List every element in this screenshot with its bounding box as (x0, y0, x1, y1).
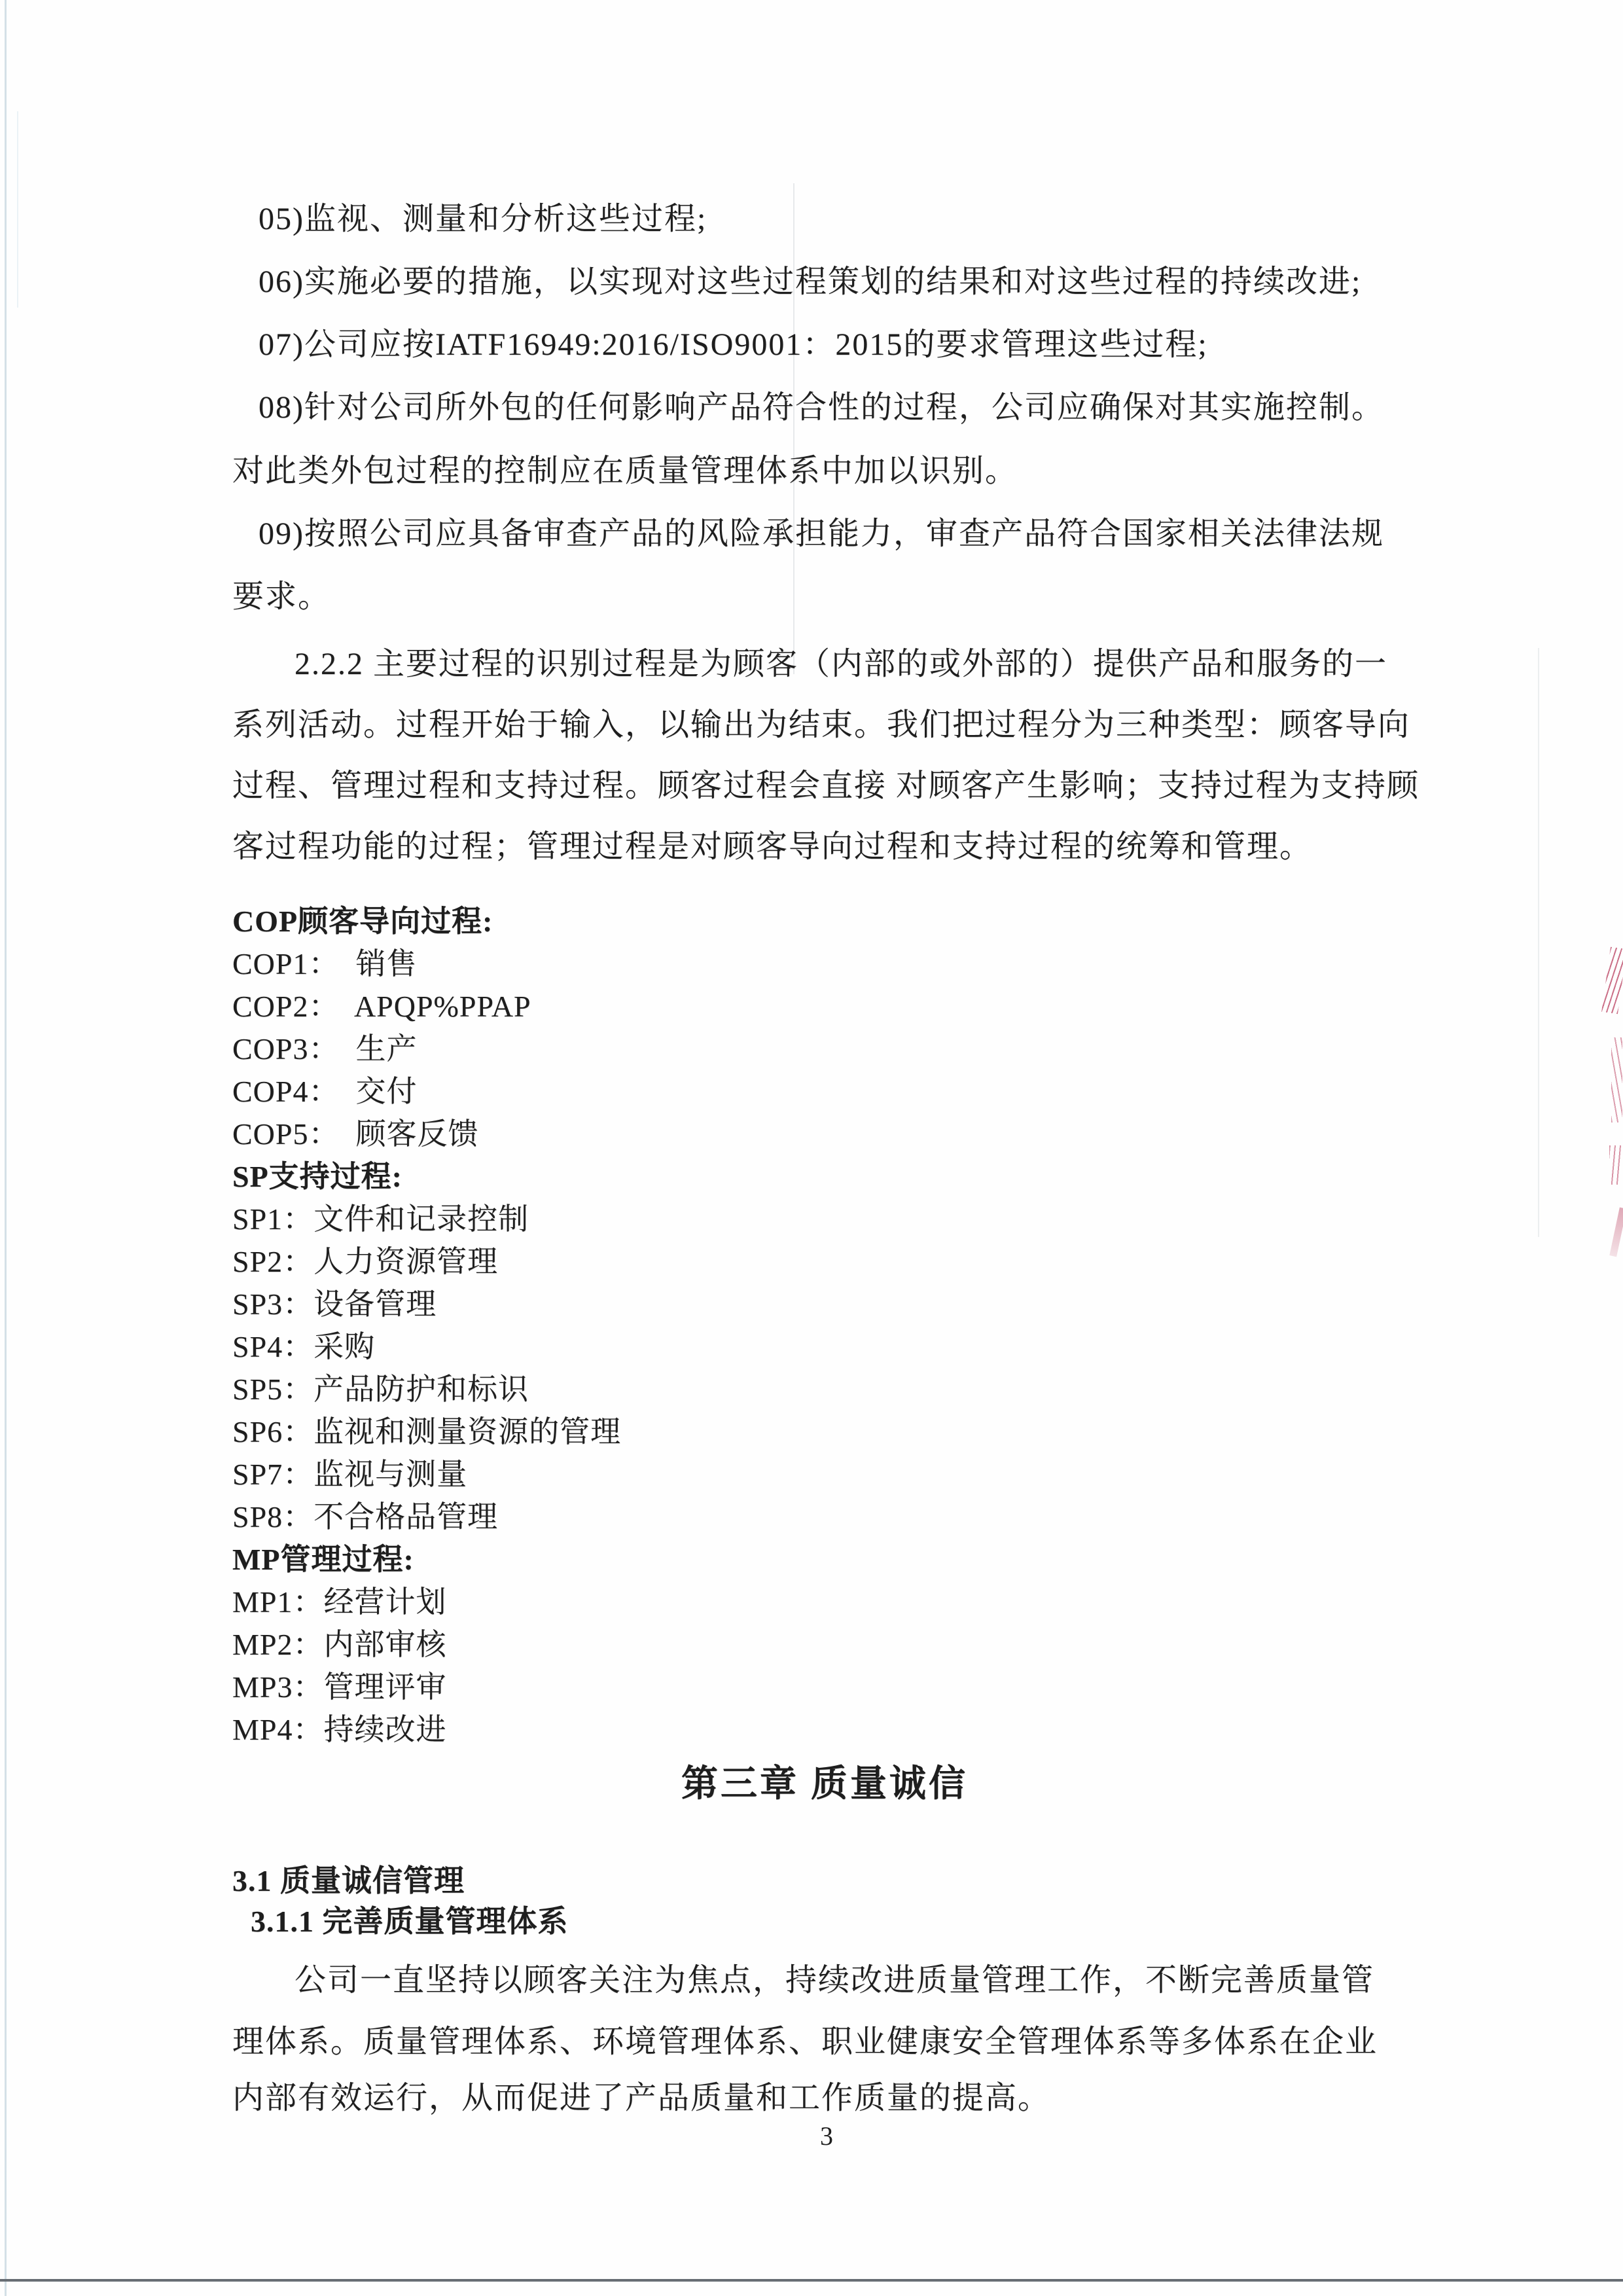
paragraph-line: 公司一直坚持以顾客关注为焦点，持续改进质量管理工作，不断完善质量管 (294, 1963, 1375, 1998)
paragraph-line: 07)公司应按IATF16949:2016/ISO9001：2015的要求管理这些过程; (259, 327, 1208, 362)
red-ink-mark (1611, 1037, 1622, 1122)
process-line: SP5：产品防护和标识 (232, 1372, 529, 1406)
process-line: MP2：内部审核 (232, 1628, 447, 1661)
process-line: SP1：文件和记录控制 (232, 1202, 529, 1236)
process-line: COP4： 交付 (232, 1075, 418, 1108)
scan-artifact-vline (793, 183, 794, 674)
process-group-header: SP支持过程: (232, 1160, 402, 1193)
red-ink-mark (1609, 1145, 1622, 1185)
red-ink-mark (1601, 947, 1623, 1014)
scan-artifact-vline (1538, 648, 1539, 1237)
scan-line-bottom (0, 2279, 1623, 2282)
process-line: MP4：持续改进 (232, 1713, 447, 1746)
paragraph-line: 06)实施必要的措施，以实现对这些过程策划的结果和对这些过程的持续改进; (259, 264, 1362, 299)
paragraph-line: 内部有效运行，从而促进了产品质量和工作质量的提高。 (232, 2081, 1051, 2115)
process-line: SP4：采购 (232, 1330, 376, 1363)
process-line: COP2： APQP%PPAP (232, 990, 531, 1023)
paragraph-line: 要求。 (232, 579, 331, 614)
process-line: SP7：监视与测量 (232, 1458, 468, 1491)
process-line: COP3： 生产 (232, 1032, 418, 1066)
process-line: SP3：设备管理 (232, 1287, 437, 1321)
paragraph-line: 09)按照公司应具备审查产品的风险承担能力，审查产品符合国家相关法律法规 (259, 516, 1384, 551)
paragraph-line: 2.2.2 主要过程的识别过程是为顾客（内部的或外部的）提供产品和服务的一 (294, 647, 1388, 681)
process-line: SP2：人力资源管理 (232, 1245, 499, 1278)
section-heading: 3.1 质量诚信管理 (232, 1864, 465, 1897)
paragraph-line: 08)针对公司所外包的任何影响产品符合性的过程，公司应确保对其实施控制。 (259, 390, 1384, 425)
scan-edge-line-left-faint (17, 111, 18, 308)
paragraph-line: 过程、管理过程和支持过程。顾客过程会直接 对顾客产生影响；支持过程为支持顾 (232, 768, 1420, 803)
paragraph-line: 理体系。质量管理体系、环境管理体系、职业健康安全管理体系等多体系在企业 (232, 2024, 1378, 2059)
process-group-header: COP顾客导向过程: (232, 905, 493, 938)
page-number: 3 (820, 2121, 833, 2151)
process-line: MP1：经营计划 (232, 1585, 447, 1619)
subsection-heading: 3.1.1 完善质量管理体系 (251, 1905, 569, 1938)
paragraph-line: 对此类外包过程的控制应在质量管理体系中加以识别。 (232, 454, 1018, 488)
paragraph-line: 客过程功能的过程；管理过程是对顾客导向过程和支持过程的统筹和管理。 (232, 829, 1313, 864)
process-line: SP6：监视和测量资源的管理 (232, 1415, 622, 1448)
process-line: COP1： 销售 (232, 947, 418, 980)
scan-edge-line-left (5, 0, 7, 2296)
chapter-heading: 第三章 质量诚信 (681, 1764, 968, 1804)
process-line: SP8：不合格品管理 (232, 1500, 499, 1534)
process-group-header: MP管理过程: (232, 1543, 414, 1576)
paragraph-line: 05)监视、测量和分析这些过程; (259, 202, 707, 236)
red-ink-mark (1609, 1208, 1623, 1257)
process-line: MP3：管理评审 (232, 1670, 447, 1704)
process-line: COP5： 顾客反馈 (232, 1117, 479, 1151)
paragraph-line: 系列活动。过程开始于输入，以输出为结束。我们把过程分为三种类型：顾客导向 (232, 708, 1411, 742)
